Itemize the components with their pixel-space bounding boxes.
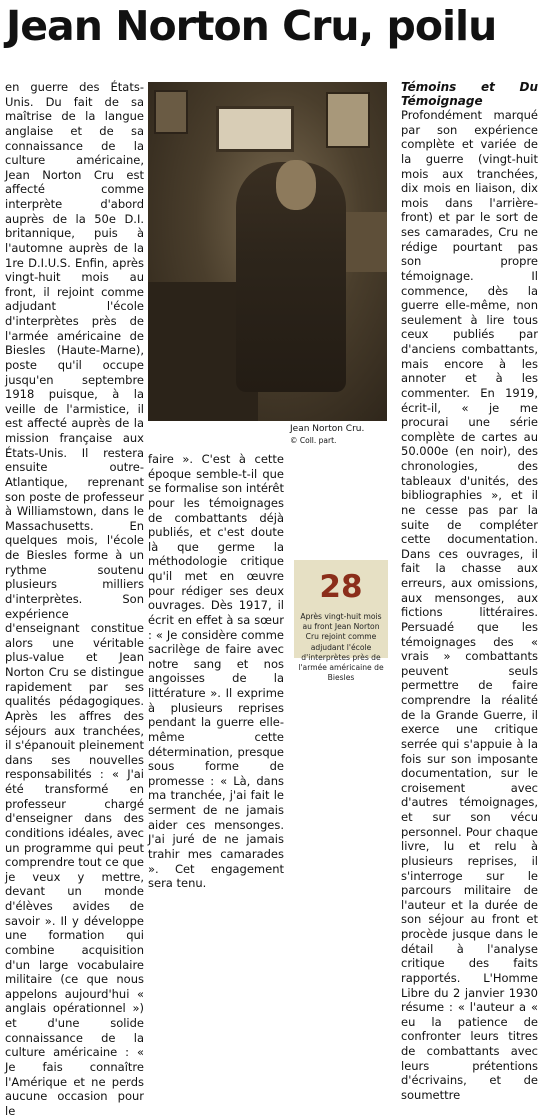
column-1-text: en guerre des États-Unis. Du fait de sa maîtrise de la langue anglaise et de sa connaissance de la culture américaine, Jean Norton Cru est affecté comme interprète d'abord auprès de la 50e D.I. britannique, puis à l'automne auprès de la 1re D.I.U.S. Enfin, après vingt-huit mois au front, il rejoint comme adjudant l'école d'interprètes près de l'armée américaine de Biesles (Haute-Marne), poste qu'il occupe jusqu'en septembre 1918 puisque, à la veille de l'armistice, il est affecté auprès de la mission française aux États-Unis. Il restera ensuite outre-Atlantique, reprenant son poste de professeur à Williamstown, dans le Massachusetts. En quelques mois, l'école de Biesles forme à un rythme soutenu plusieurs milliers d'interprètes. Son expérience d'enseignant constitue alors une véritable plus-value et Jean Norton Cru se distingue rapidement par ses qualités pédagogiques. Après les affres des séjours aux tranchées, il s'épanouit pleinement dans ses nouvelles responsabilités : « J'ai été transformé en professeur chargé d'enseigner dans des conditions idéales, avec un programme qui peut comprendre tout ce que je veux y mettre, devant un monde d'élèves avides de savoir ». Il y développe une formation qui combine acquisition d'un large vocabulaire militaire (ce que nous appelons aujourd'hui « anglais opérationnel ») et d'une solide connaissance de la culture américaine : « Je fais connaître l'Amérique et ne perds aucune occasion pour le	[5, 80, 144, 1118]
article-column-2	[148, 452, 284, 891]
bookshelf-silhouette	[344, 212, 387, 272]
callout-box	[294, 560, 388, 683]
callout-number: 28	[319, 569, 363, 605]
article-column-1	[5, 80, 144, 1118]
caption-text: Jean Norton Cru.	[290, 424, 365, 434]
article-title: Jean Norton Cru, poilu	[6, 2, 497, 50]
article-column-3	[401, 80, 538, 1103]
callout-text: Après vingt-huit mois au front Jean Norton Cru rejoint comme adjudant l'école d'interprètes près de l'armée américaine de Biesles	[298, 612, 384, 683]
column-2-text: faire ». C'est à cette époque semble-t-il que se formalise son intérêt pour les témoignages de combattants déjà publiés, et c'est doute là que germe la méthodologie critique qu'il met en œuvre pour rédiger ses deux ouvrages. Dès 1917, il écrit en effet à sa sœur : « Je considère comme sacrilège de faire avec notre sang et nos angoisses de la littérature ». Il exprime à plusieurs reprises pendant la guerre elle-même cette détermination, presque sous forme de promesse : « Là, dans ma tranchée, j'ai fait le serment de ne jamais aider ces mensonges. J'ai juré de ne jamais trahir mes camarades ». Cet engagement sera tenu.	[148, 452, 284, 891]
photo-caption	[290, 423, 388, 447]
wall-frame-left	[154, 90, 188, 134]
photo-credit: © Coll. part.	[290, 436, 337, 445]
man-head	[276, 160, 316, 210]
wall-frame-right	[326, 92, 370, 148]
wall-frame-center	[216, 106, 294, 152]
portrait-photo	[148, 82, 387, 421]
section-heading: Témoins et Du Témoignage	[401, 80, 538, 108]
column-3-text: Profondément marqué par son expérience complète et variée de la guerre (vingt-huit mois aux tranchées, dix mois en liaison, dix mois dans l'arrière-front) et par le sort de ses camarades, Cru ne rédige pourtant pas son propre témoignage. Il commence, dès la guerre elle-même, non seulement à lire tous ceux publiés par d'anciens combattants, mais encore à les annoter et à les commenter. En 1919, écrit-il, « je me procurai une série complète de cartes au 50.000e (en noir), des chronologies, des tableaux d'unités, des bibliographies », et il ne cesse pas par la suite de compléter cette documentation. Dans ces ouvrages, il fait la chasse aux erreurs, aux omissions, aux mensonges, aux fictions littéraires. Persuadé que les témoignages des « vrais » combattants peuvent seuls permettre de faire comprendre la réalité de la Grande Guerre, il exerce une critique serrée qui s'appuie à la fois sur son imposante documentation, sur le croisement avec d'autres témoignages, et sur son vécu personnel. Pour chaque livre, lu et relu à plusieurs reprises, il s'interroge sur le parcours militaire de l'auteur et la durée de son séjour au front et procède jusque dans le détail à l'analyse critique des faits rapportés. L'Homme Libre du 2 janvier 1930 résume : « l'auteur a « eu la patience de confronter leurs titres de combattants avec leurs prétentions d'écrivains, et de soumettre	[401, 108, 538, 1102]
